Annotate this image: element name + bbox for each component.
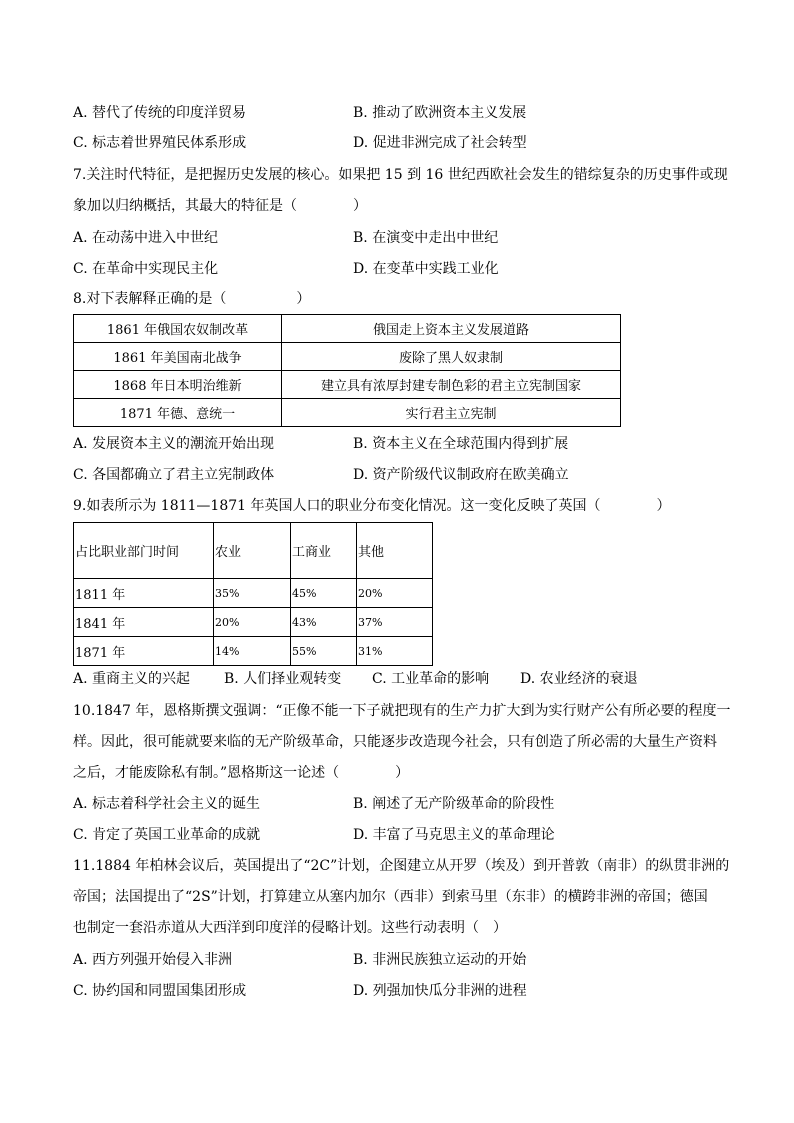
table-cell: 1861 年俄国农奴制改革 [74, 315, 282, 343]
q6-option-a: A. 替代了传统的印度洋贸易 [73, 105, 247, 121]
table-cell: 45% [291, 579, 357, 608]
table-cell: 1868 年日本明治维新 [74, 371, 282, 399]
table-cell: 31% [357, 637, 433, 666]
q9-table [73, 522, 433, 666]
table-cell: 55% [291, 637, 357, 666]
table-row [74, 315, 621, 343]
q10-option-d: D. 丰富了马克思主义的革命理论 [353, 827, 555, 843]
q10-option-b: B. 阐述了无产阶级革命的阶段性 [353, 796, 555, 812]
table-cell: 建立具有浓厚封建专制色彩的君主立宪制国家 [282, 371, 621, 399]
q11-option-a: A. 西方列强开始侵入非洲 [73, 952, 233, 968]
q8-option-c: C. 各国都确立了君主立宪制政体 [73, 467, 275, 483]
q10-stem-line-1: 10.1847 年，恩格斯撰文强调：“正像不能一下子就把现有的生产力扩大到为实行财产公有所必要的程度一 [73, 703, 731, 719]
q6-option-d: D. 促进非洲完成了社会转型 [353, 135, 527, 151]
table-row [74, 371, 621, 399]
table-cell: 实行君主立宪制 [282, 399, 621, 427]
table-cell: 废除了黑人奴隶制 [282, 343, 621, 371]
table-row [74, 343, 621, 371]
table-cell: 俄国走上资本主义发展道路 [282, 315, 621, 343]
table-header-cell: 农业 [214, 523, 291, 579]
q7-option-c: C. 在革命中实现民主化 [73, 261, 219, 277]
q11-option-b: B. 非洲民族独立运动的开始 [353, 952, 527, 968]
q9-option-b: B. 人们择业观转变 [224, 671, 342, 687]
table-row [74, 399, 621, 427]
table-cell: 43% [291, 608, 357, 637]
q8-option-b: B. 资本主义在全球范围内得到扩展 [353, 436, 569, 452]
q10-option-a: A. 标志着科学社会主义的诞生 [73, 796, 261, 812]
q10-option-c: C. 肯定了英国工业革命的成就 [73, 827, 261, 843]
table-header-cell: 工商业 [291, 523, 357, 579]
q11-option-d: D. 列强加快瓜分非洲的进程 [353, 983, 527, 999]
table-header-row [74, 523, 433, 579]
q9-option-a: A. 重商主义的兴起 [73, 671, 191, 687]
q8-option-a: A. 发展资本主义的潮流开始出现 [73, 436, 275, 452]
table-row [74, 637, 433, 666]
q6-option-b: B. 推动了欧洲资本主义发展 [353, 105, 527, 121]
q8-option-d: D. 资产阶级代议制政府在欧美确立 [353, 467, 569, 483]
q9-option-d: D. 农业经济的衰退 [520, 671, 638, 687]
table-cell: 1871 年 [74, 637, 214, 666]
q9-option-c: C. 工业革命的影响 [372, 671, 490, 687]
q7-option-a: A. 在动荡中进入中世纪 [73, 230, 219, 246]
q7-option-b: B. 在演变中走出中世纪 [353, 230, 499, 246]
table-cell: 1871 年德、意统一 [74, 399, 282, 427]
q7-stem-line-1: 7.关注时代特征，是把握历史发展的核心。如果把 15 到 16 世纪西欧社会发生的错综复杂的历史事件或现 [73, 167, 728, 183]
q7-option-d: D. 在变革中实践工业化 [353, 261, 499, 277]
q8-stem: 8.对下表解释正确的是（ ） [73, 291, 311, 307]
q6-option-c: C. 标志着世界殖民体系形成 [73, 135, 247, 151]
q11-option-c: C. 协约国和同盟国集团形成 [73, 983, 247, 999]
q10-stem-line-3: 之后，才能废除私有制。”恩格斯这一论述（ ） [73, 765, 410, 781]
table-cell: 1861 年美国南北战争 [74, 343, 282, 371]
table-row [74, 579, 433, 608]
table-row [74, 608, 433, 637]
q8-table [73, 314, 621, 427]
table-cell: 1841 年 [74, 608, 214, 637]
table-header-cell: 其他 [357, 523, 433, 579]
table-cell: 20% [357, 579, 433, 608]
q11-stem-line-3: 也制定一套沿赤道从大西洋到印度洋的侵略计划。这些行动表明（ ） [73, 920, 507, 936]
table-cell: 14% [214, 637, 291, 666]
q11-stem-line-2: 帝国；法国提出了“2S”计划，打算建立从塞内加尔（西非）到索马里（东非）的横跨非洲的帝国；德国 [73, 889, 708, 905]
q9-stem: 9.如表所示为 1811—1871 年英国人口的职业分布变化情况。这一变化反映了英国（ ） [73, 498, 671, 514]
table-cell: 20% [214, 608, 291, 637]
q7-stem-line-2: 象加以归纳概括，其最大的特征是（ ） [73, 198, 367, 214]
table-header-cell: 占比职业部门时间 [74, 523, 214, 579]
table-cell: 37% [357, 608, 433, 637]
q10-stem-line-2: 样。因此，很可能就要来临的无产阶级革命，只能逐步改造现今社会，只有创造了所必需的大量生产资料 [73, 734, 717, 750]
table-cell: 35% [214, 579, 291, 608]
q11-stem-line-1: 11.1884 年柏林会议后，英国提出了“2C”计划，企图建立从开罗（埃及）到开普敦（南非）的纵贯非洲的 [73, 858, 730, 874]
table-cell: 1811 年 [74, 579, 214, 608]
